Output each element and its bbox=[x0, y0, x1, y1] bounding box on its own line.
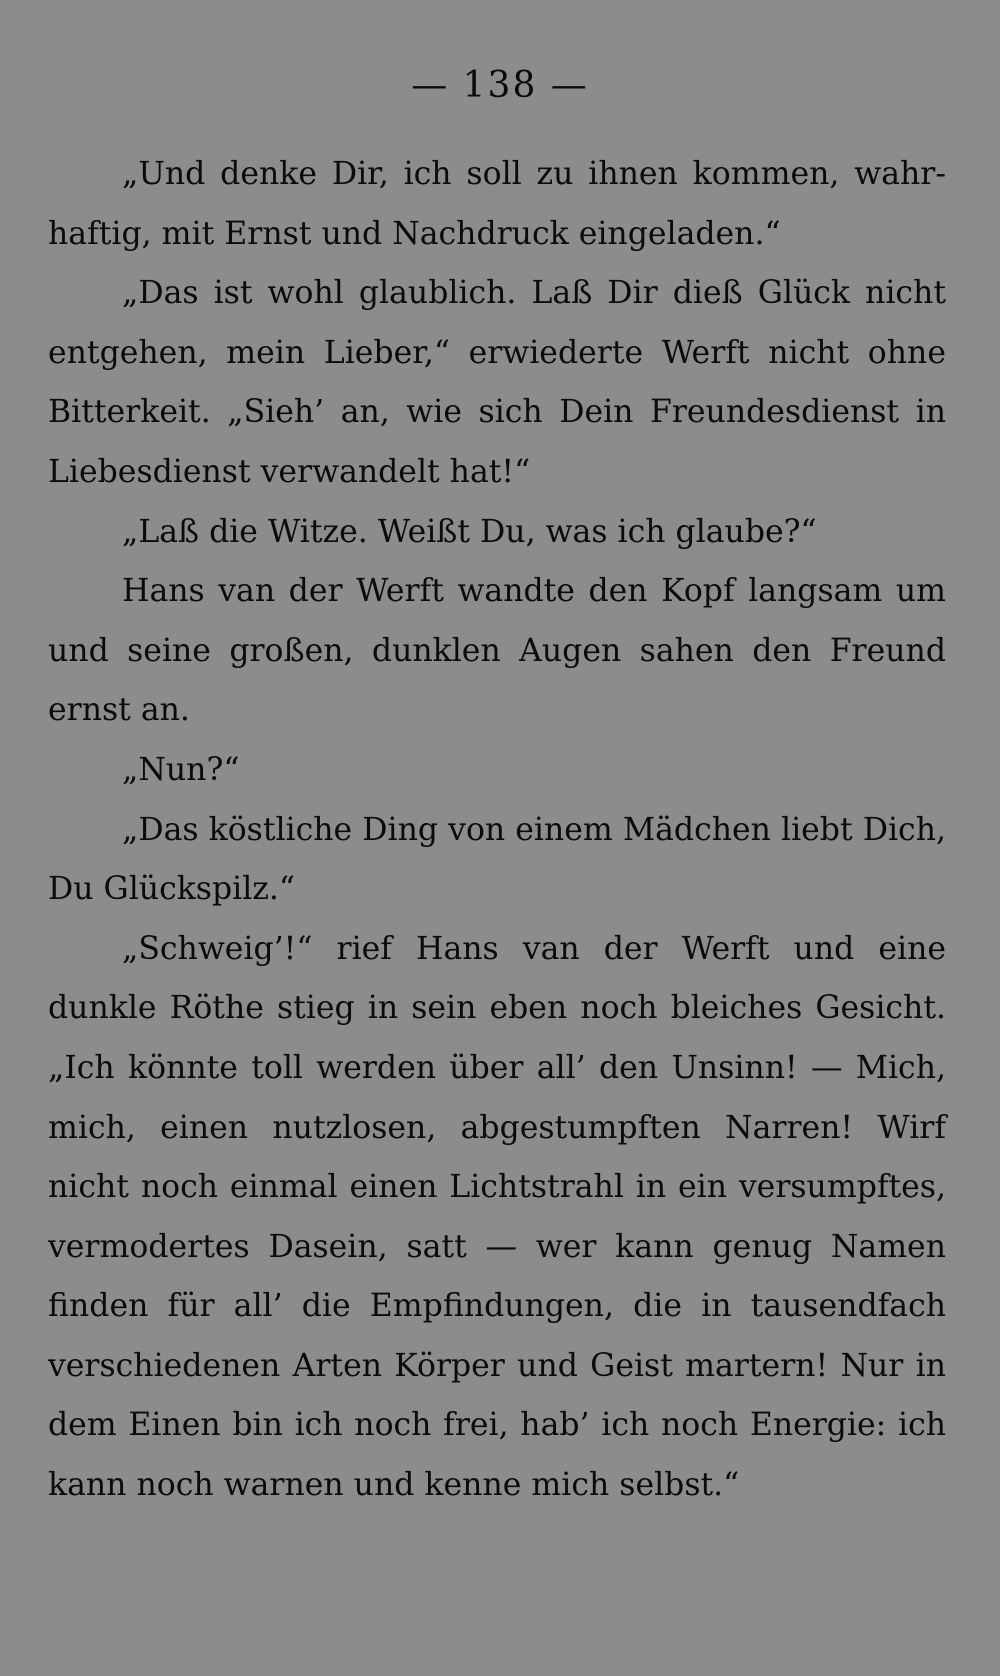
paragraph-2: „Das ist wohl glaublich. Laß Dir dieß Glück nicht entgehen, mein Lieber,“ erwiederte Werft nicht ohne Bitterkeit. „Sieh’ an, wie sich Dein Freundesdienst in Liebesdienst verwandelt hat!“ bbox=[48, 275, 946, 490]
paragraph-7: „Schweig’!“ rief Hans van der Werft und eine dunkle Röthe stieg in sein eben noch bleiches Gesicht. „Ich könnte toll werden über all’ den Unsinn! — Mich, mich, einen nutzlosen, abgestumpften Narren! Wirf nicht noch einmal einen Lichtstrahl in ein versumpftes, vermodertes Dasein, satt — wer kann genug Namen finden für all’ die Empfindungen, die in tausendfach verschiedenen Arten Körper und Geist martern! Nur in dem Einen bin ich noch frei, hab’ ich noch Energie: ich kann noch warnen und kenne mich selbst.“ bbox=[48, 930, 946, 1504]
paragraph-4: Hans van der Werft wandte den Kopf langsam um und seine großen, dunklen Augen sahen den Freund ernst an. bbox=[48, 573, 946, 729]
paragraph-6: „Das köstliche Ding von einem Mädchen liebt Dich, Du Glückspilz.“ bbox=[48, 811, 946, 908]
paragraph-5: „Nun?“ bbox=[122, 751, 240, 788]
page-number: — 138 — bbox=[411, 65, 589, 106]
paragraph-1: „Und denke Dir, ich soll zu ihnen kommen, wahrhaftig, mit Ernst und Nachdruck eingeladen.“ bbox=[48, 156, 946, 252]
paragraph-3: „Laß die Witze. Weißt Du, was ich glaube?“ bbox=[122, 513, 817, 550]
body-text bbox=[48, 145, 946, 1516]
